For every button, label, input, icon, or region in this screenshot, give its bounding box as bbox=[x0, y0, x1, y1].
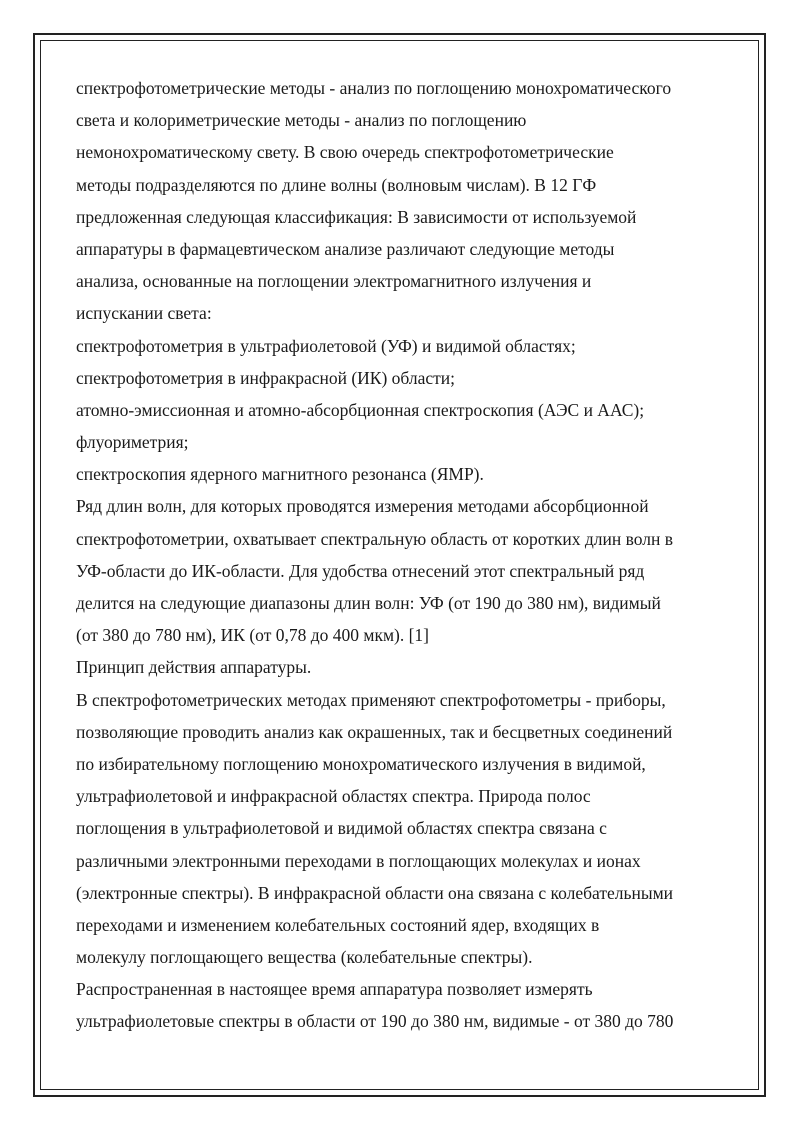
text-line: (электронные спектры). В инфракрасной области она связана с колебательными bbox=[76, 882, 674, 903]
text-line: света и колориметрические методы - анализ по поглощению bbox=[76, 110, 527, 131]
text-line: методы подразделяются по длине волны (волновым числам). В 12 ГФ bbox=[76, 174, 597, 195]
text-line: различными электронными переходами в поглощающих молекулах и ионах bbox=[76, 850, 641, 871]
text-line: (от 380 до 780 нм), ИК (от 0,78 до 400 мкм). [1] bbox=[76, 625, 430, 646]
text-line: спектрофотометрии, охватывает спектральную область от коротких длин волн в bbox=[76, 528, 673, 549]
text-line: спектрофотометрия в инфракрасной (ИК) области; bbox=[76, 367, 456, 388]
text-line: УФ-области до ИК-области. Для удобства отнесений этот спектральный ряд bbox=[76, 560, 645, 581]
document-body bbox=[76, 72, 736, 1038]
text-line: Принцип действия аппаратуры. bbox=[76, 657, 312, 678]
text-line: анализа, основанные на поглощении электромагнитного излучения и bbox=[76, 271, 592, 292]
text-line: переходами и изменением колебательных состояний ядер, входящих в bbox=[76, 914, 600, 935]
text-line: В спектрофотометрических методах применяют спектрофотометры - приборы, bbox=[76, 689, 666, 710]
text-line: по избирательному поглощению монохроматического излучения в видимой, bbox=[76, 753, 646, 774]
text-line: Распространенная в настоящее время аппаратура позволяет измерять bbox=[76, 979, 593, 1000]
text-line: позволяющие проводить анализ как окрашенных, так и бесцветных соединений bbox=[76, 721, 673, 742]
text-line: предложенная следующая классификация: В зависимости от используемой bbox=[76, 206, 637, 227]
text-line: ультрафиолетовые спектры в области от 190 до 380 нм, видимые - от 380 до 780 bbox=[76, 1011, 674, 1032]
text-line: немонохроматическому свету. В свою очередь спектрофотометрические bbox=[76, 142, 614, 163]
text-line: аппаратуры в фармацевтическом анализе различают следующие методы bbox=[76, 238, 615, 259]
text-line: делится на следующие диапазоны длин волн: УФ (от 190 до 380 нм), видимый bbox=[76, 593, 661, 613]
text-line: спектрофотометрия в ультрафиолетовой (УФ) и видимой областях; bbox=[76, 335, 576, 356]
text-line: поглощения в ультрафиолетовой и видимой областях спектра связана с bbox=[76, 818, 607, 839]
text-line: спектроскопия ядерного магнитного резонанса (ЯМР). bbox=[76, 464, 484, 485]
text-line: ультрафиолетовой и инфракрасной областях спектра. Природа полос bbox=[76, 786, 591, 807]
text-line: испускании света: bbox=[76, 303, 212, 324]
text-line: флуориметрия; bbox=[76, 432, 189, 453]
text-line: молекулу поглощающего вещества (колебательные спектры). bbox=[76, 947, 533, 968]
text-line: спектрофотометрические методы - анализ по поглощению монохроматического bbox=[76, 78, 672, 98]
text-line: атомно-эмиссионная и атомно-абсорбционная спектроскопия (АЭС и ААС); bbox=[76, 399, 645, 420]
text-line: Ряд длин волн, для которых проводятся измерения методами абсорбционной bbox=[76, 496, 649, 517]
